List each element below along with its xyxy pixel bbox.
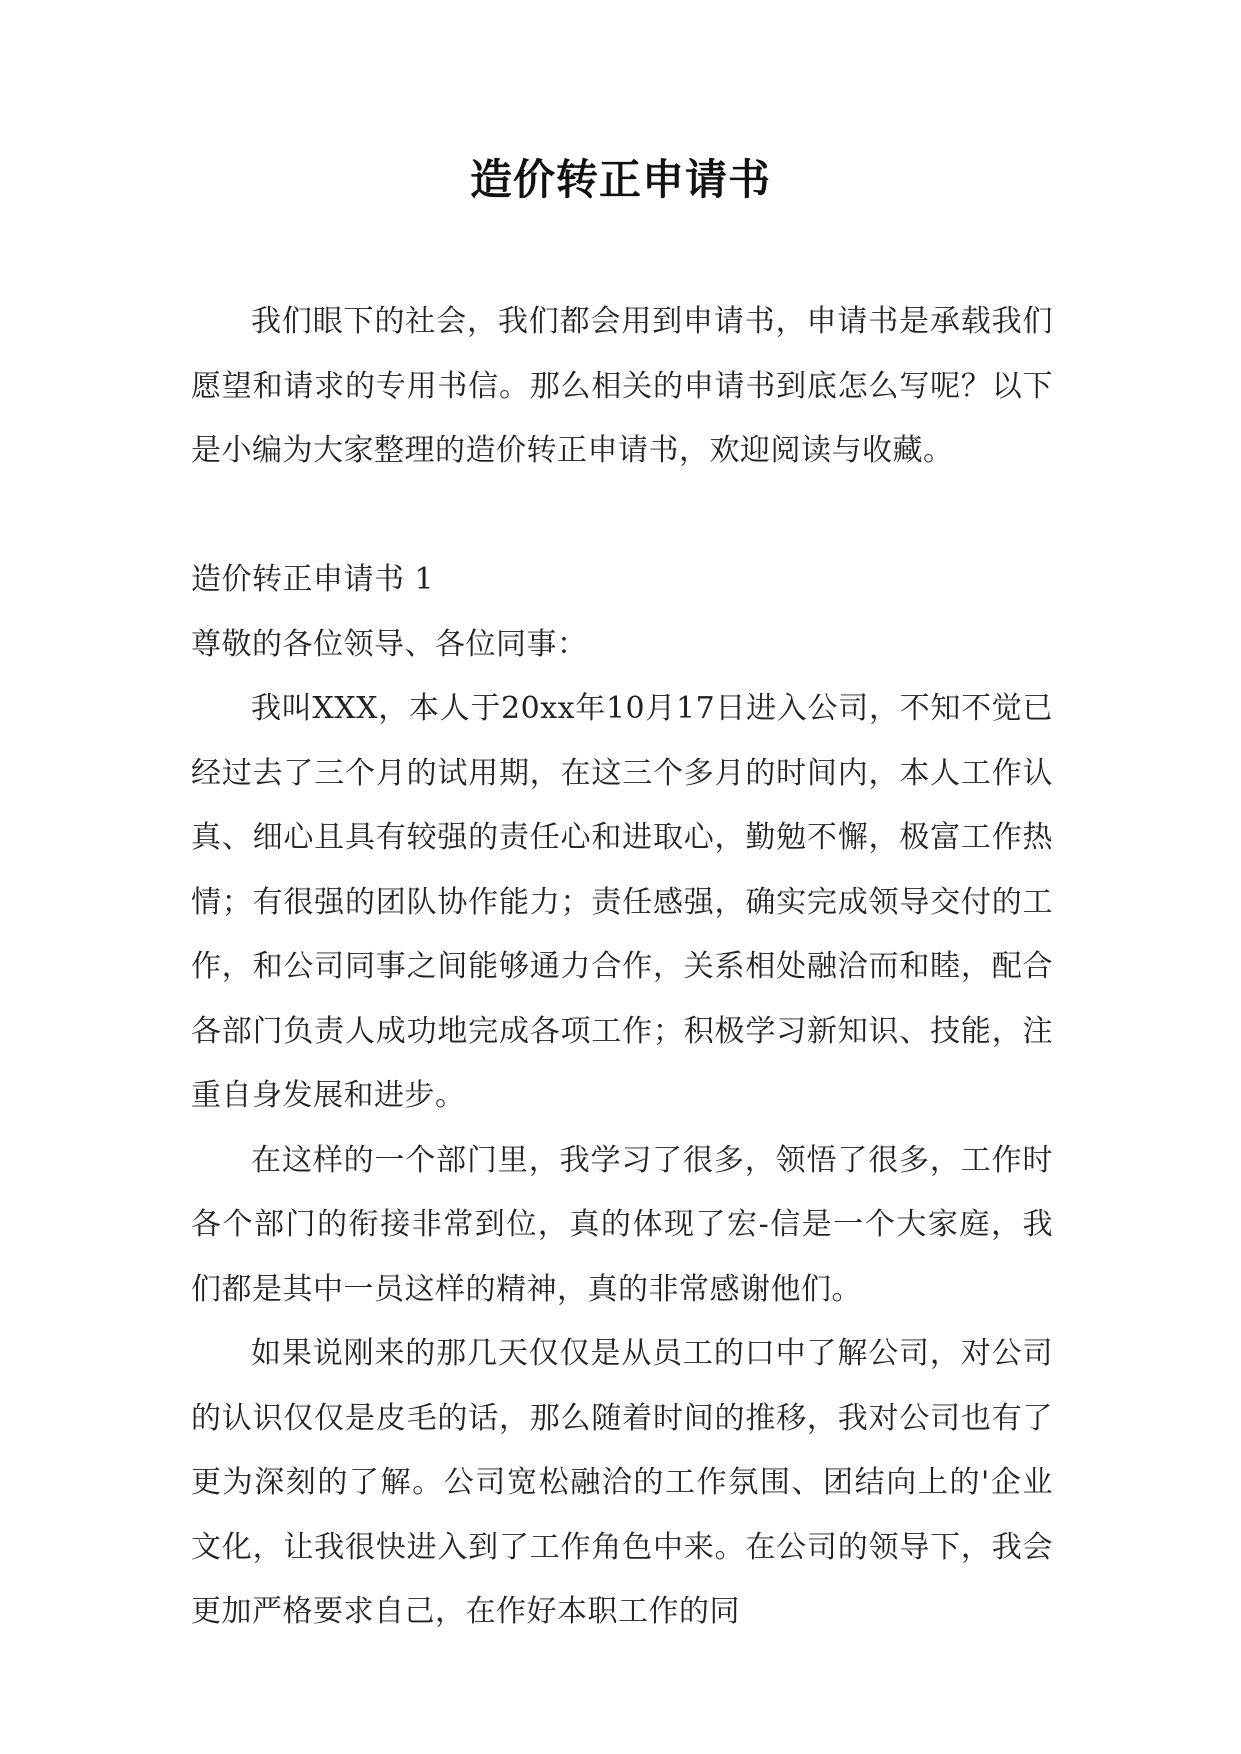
salutation: 尊敬的各位领导、各位同事： bbox=[191, 626, 588, 662]
document-body bbox=[191, 290, 1053, 1645]
paragraph-spacer bbox=[191, 484, 1053, 549]
section-heading: 造价转正申请书 1 bbox=[191, 562, 435, 597]
body-paragraph-2: 在这样的一个部门里，我学习了很多，领悟了很多，工作时各个部门的衔接非常到位，真的体现了宏-信是一个大家庭，我们都是其中一员这样的精神，真的非常感谢他们。 bbox=[191, 1142, 1053, 1307]
document-title: 造价转正申请书 bbox=[469, 155, 771, 204]
body-paragraph-1: 我叫XXX，本人于20xx年10月17日进入公司，不知不觉已经过去了三个月的试用期，在这三个多月的时间内，本人工作认真、细心且具有较强的责任心和进取心，勤勉不懈，极富工作热情；有很强的团队协作能力；责任感强，确实完成领导交付的工作，和公司同事之间能够通力合作，关系相处融洽而和睦，配合各部门负责人成功地完成各项工作；积极学习新知识、技能，注重自身发展和进步。 bbox=[191, 691, 1053, 1113]
intro-paragraph: 我们眼下的社会，我们都会用到申请书，申请书是承载我们愿望和请求的专用书信。那么相关的申请书到底怎么写呢？以下是小编为大家整理的造价转正申请书，欢迎阅读与收藏。 bbox=[191, 304, 1053, 468]
body-paragraph-3: 如果说刚来的那几天仅仅是从员工的口中了解公司，对公司的认识仅仅是皮毛的话，那么随着时间的推移，我对公司也有了更为深刻的了解。公司宽松融洽的工作氛围、团结向上的'企业文化，让我很快进入到了工作角色中来。在公司的领导下，我会更加严格要求自己，在作好本职工作的同 bbox=[191, 1336, 1053, 1629]
